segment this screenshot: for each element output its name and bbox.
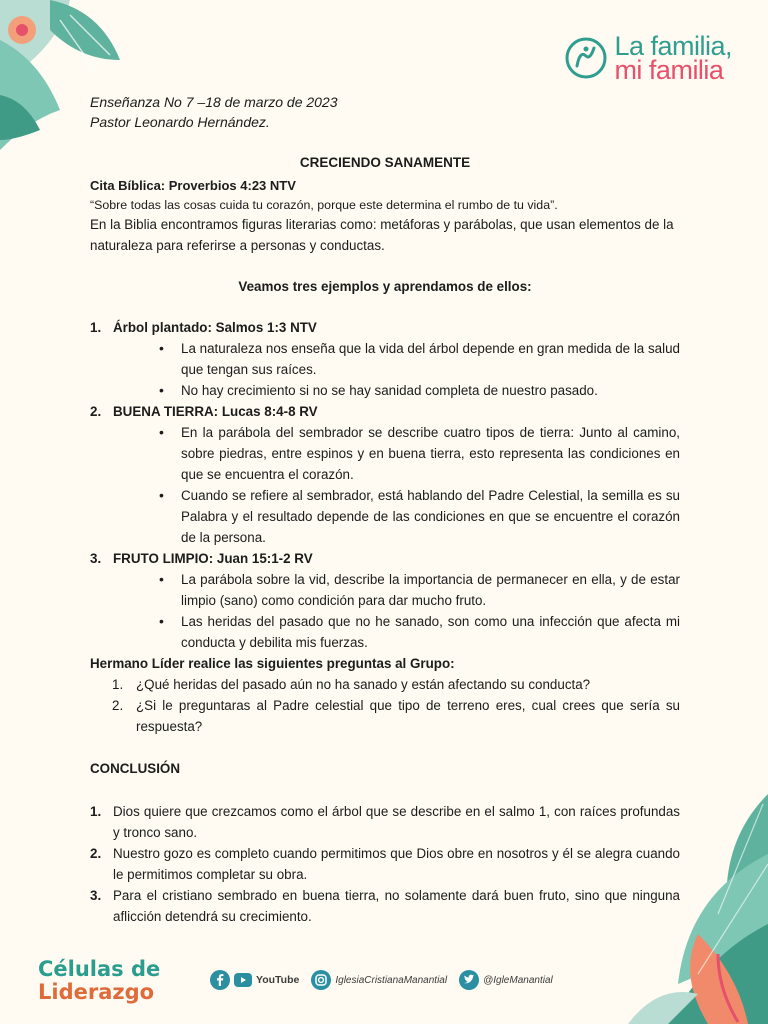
conclusion-item <box>90 885 680 927</box>
questions-list <box>90 674 680 737</box>
brand-line-2: Liderazgo <box>38 980 155 1004</box>
bullet-item: • Cuando se refiere al sembrador, está hablando del Padre Celestial, la semilla es su Palabra y el resultado depende de las condiciones en que se encuentre el corazón de la persona. <box>157 485 680 548</box>
facebook-icon[interactable] <box>210 970 230 990</box>
bullet-item: • En la parábola del sembrador se describe cuatro tipos de tierra: Junto al camino, sobre piedras, entre espinos y en buena tierra, esto representa las condiciones en que se encuentra el corazón. <box>157 422 680 485</box>
social-links <box>210 970 565 990</box>
example-item <box>90 548 680 653</box>
conclusion-text: Nuestro gozo es completo cuando permitimos que Dios obre en nosotros y él se alegra cuando le permitimos completar su obra. <box>113 846 680 882</box>
logo-line-2: mi familia <box>614 55 724 85</box>
examples-list <box>90 317 680 653</box>
question-number: 2. <box>112 698 124 713</box>
example-number: 1. <box>90 320 102 335</box>
youtube-link[interactable]: YouTube <box>256 974 300 986</box>
leader-instructions: Hermano Líder realice las siguientes preguntas al Grupo: <box>90 656 455 671</box>
example-item <box>90 317 680 401</box>
page-title: CRECIENDO SANAMENTE <box>299 155 471 170</box>
intro-paragraph: En la Biblia encontramos figuras literarias como: metáforas y parábolas, que usan elementos de la naturaleza para referirse a personas y conductas. <box>90 217 674 253</box>
la-familia-logo <box>564 31 732 85</box>
brand-line-1: Células de <box>38 957 161 981</box>
youtube-icon[interactable] <box>234 973 252 987</box>
example-number: 2. <box>90 404 102 419</box>
conclusion-number: 3. <box>90 888 102 903</box>
conclusion-number: 2. <box>90 846 102 861</box>
bullet-item: • No hay crecimiento si no se hay sanidad completa de nuestro pasado. <box>157 380 680 401</box>
example-title: Árbol plantado: Salmos 1:3 NTV <box>113 320 317 335</box>
bullet-item: • Las heridas del pasado que no he sanado, son como una infección que afecta mi conducta y debilita mis fuerzas. <box>157 611 680 653</box>
example-number: 3. <box>90 551 102 566</box>
bible-quote: “Sobre todas las cosas cuida tu corazón, porque este determina el rumbo de tu vida”. <box>90 198 558 212</box>
conclusion-text: Para el cristiano sembrado en buena tierra, no solamente dará buen fruto, sino que ninguna aflicción detendrá su crecimiento. <box>113 888 680 924</box>
conclusion-text: Dios quiere que crezcamos como el árbol que se describe en el salmo 1, con raíces profundas y tronco sano. <box>113 804 680 840</box>
example-title: FRUTO LIMPIO: Juan 15:1-2 RV <box>113 551 313 566</box>
question-item <box>112 695 680 737</box>
example-title: BUENA TIERRA: Lucas 8:4-8 RV <box>113 404 318 419</box>
lesson-info: Enseñanza No 7 –18 de marzo de 2023 <box>90 94 338 110</box>
family-badge-icon <box>564 36 608 80</box>
bullet-item: • La parábola sobre la vid, describe la importancia de permanecer en ella, y de estar limpio (sano) como condición para dar mucho fruto. <box>157 569 680 611</box>
conclusion-item <box>90 801 680 843</box>
celulas-brand <box>38 958 160 1004</box>
instagram-icon[interactable] <box>311 970 331 990</box>
conclusion-item <box>90 843 680 885</box>
bullet-item: • La naturaleza nos enseña que la vida del árbol depende en gran medida de la salud que tengan sus raíces. <box>157 338 680 380</box>
logo-line-1: La familia, <box>614 31 732 61</box>
bible-citation: Cita Bíblica: Proverbios 4:23 NTV <box>90 178 296 193</box>
twitter-icon[interactable] <box>459 970 479 990</box>
conclusion-number: 1. <box>90 804 102 819</box>
twitter-handle[interactable]: @IgleManantial <box>483 974 553 986</box>
document-body <box>90 92 680 927</box>
instagram-handle[interactable]: IglesiaCristianaManantial <box>335 974 448 986</box>
conclusion-title: CONCLUSIÓN <box>90 761 181 776</box>
conclusion-list <box>90 801 680 927</box>
question-number: 1. <box>112 677 124 692</box>
pastor-name: Pastor Leonardo Hernández. <box>90 114 270 130</box>
question-text: ¿Qué heridas del pasado aún no ha sanado y están afectando su conducta? <box>136 677 591 692</box>
section-subtitle: Veamos tres ejemplos y aprendamos de ellos: <box>238 279 532 294</box>
question-item <box>112 674 680 695</box>
example-item <box>90 401 680 548</box>
question-text: ¿Si le preguntaras al Padre celestial que tipo de terreno eres, cual crees que sería su respuesta? <box>136 698 680 734</box>
